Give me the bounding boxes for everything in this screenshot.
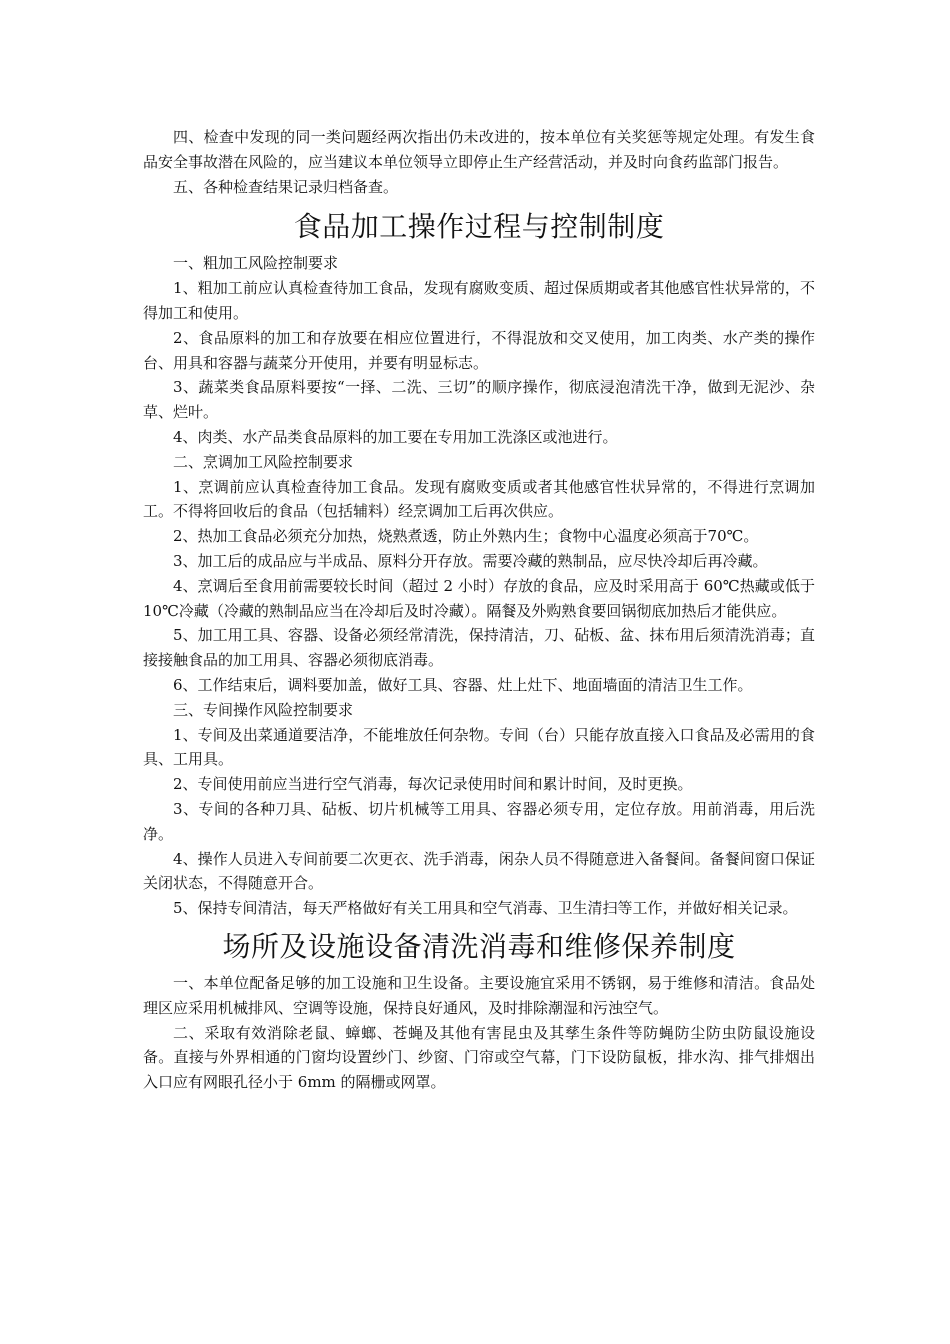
paragraph: 1、粗加工前应认真检查待加工食品，发现有腐败变质、超过保质期或者其他感官性状异常的，不得加工和使用。 <box>143 279 815 322</box>
subheading: 二、烹调加工风险控制要求 <box>173 452 354 471</box>
paragraph: 5、保持专间清洁，每天严格做好有关工用具和空气消毒、卫生清扫等工作，并做好相关记录。 <box>173 899 798 918</box>
section-title-facility-cleaning: 场所及设施设备清洗消毒和维修保养制度 <box>222 929 736 963</box>
paragraph: 一、本单位配备足够的加工设施和卫生设备。主要设施宜采用不锈钢，易于维修和清洁。食品处理区应采用机械排风、空调等设施，保持良好通风，及时排除潮湿和污浊空气。 <box>143 973 815 1017</box>
paragraph: 4、肉类、水产品类食品原料的加工要在专用加工洗涤区或池进行。 <box>173 427 618 446</box>
paragraph: 6、工作结束后，调料要加盖，做好工具、容器、灶上灶下、地面墙面的清洁卫生工作。 <box>173 675 753 694</box>
paragraph: 3、加工后的成品应与半成品、原料分开存放。需要冷藏的熟制品，应尽快冷却后再冷藏。 <box>173 551 768 570</box>
paragraph: 4、操作人员进入专间前要二次更衣、洗手消毒，闲杂人员不得随意进入备餐间。备餐间窗口保证关闭状态，不得随意开合。 <box>143 849 815 893</box>
paragraph: 四、检查中发现的同一类问题经两次指出仍未改进的，按本单位有关奖惩等规定处理。有发生食品安全事故潜在风险的，应当建议本单位领导立即停止生产经营活动，并及时向食药监部门报告。 <box>143 128 815 171</box>
paragraph: 1、专间及出菜通道要洁净，不能堆放任何杂物。专间（台）只能存放直接入口食品及必需用的食具、工用具。 <box>143 725 815 769</box>
paragraph: 二、采取有效消除老鼠、蟑螂、苍蝇及其他有害昆虫及其孳生条件等防蝇防尘防虫防鼠设施设备。直接与外界相通的门窗均设置纱门、纱窗、门帘或空气幕，门下设防鼠板，排水沟、排气排烟出入口应有网眼孔径小于 6mm 的隔栅或网罩。 <box>143 1023 815 1092</box>
subheading: 三、专间操作风险控制要求 <box>173 700 354 719</box>
paragraph: 2、热加工食品必须充分加热，烧熟煮透，防止外熟内生；食物中心温度必须高于70℃。 <box>173 527 759 546</box>
paragraph: 5、加工用工具、容器、设备必须经常清洗，保持清洁，刀、砧板、盆、抹布用后须清洗消毒；直接接触食品的加工用具、容器必须彻底消毒。 <box>143 626 815 670</box>
paragraph: 4、烹调后至食用前需要较长时间（超过 2 小时）存放的食品，应及时采用高于 60℃热藏或低于 10℃冷藏（冷藏的熟制品应当在冷却后及时冷藏）。隔餐及外购熟食要回锅彻底加热后才能供应。 <box>143 576 815 620</box>
paragraph: 五、各种检查结果记录归档备查。 <box>173 177 399 196</box>
paragraph: 2、专间使用前应当进行空气消毒，每次记录使用时间和累计时间，及时更换。 <box>173 775 693 794</box>
paragraph: 3、专间的各种刀具、砧板、切片机械等工用具、容器必须专用，定位存放。用前消毒，用后洗净。 <box>143 799 815 843</box>
paragraph: 1、烹调前应认真检查待加工食品。发现有腐败变质或者其他感官性状异常的，不得进行烹调加工。不得将回收后的食品（包括辅料）经烹调加工后再次供应。 <box>143 477 815 521</box>
subheading: 一、粗加工风险控制要求 <box>173 254 339 273</box>
section-title-food-processing: 食品加工操作过程与控制制度 <box>293 210 665 244</box>
paragraph: 2、食品原料的加工和存放要在相应位置进行，不得混放和交叉使用，加工肉类、水产类的操作台、用具和容器与蔬菜分开使用，并要有明显标志。 <box>143 328 815 372</box>
paragraph: 3、蔬菜类食品原料要按“一择、二洗、三切”的顺序操作，彻底浸泡清洗干净，做到无泥沙、杂草、烂叶。 <box>143 378 815 422</box>
document-body <box>143 125 815 1095</box>
